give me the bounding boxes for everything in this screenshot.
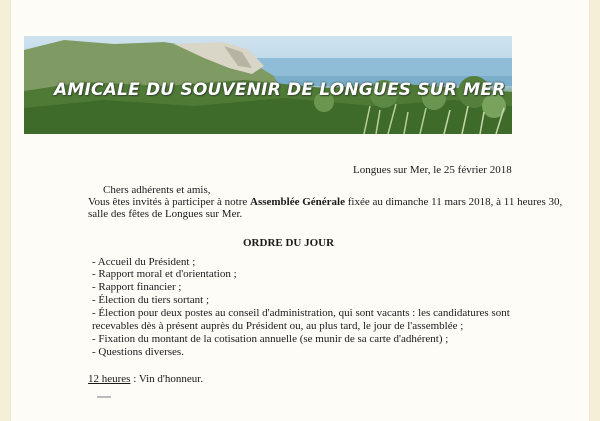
assembly-name: Assemblée Générale — [250, 196, 345, 208]
page-mark — [97, 396, 111, 398]
agenda-item: - Accueil du Président ; — [92, 256, 196, 268]
reception-time: 12 heures — [88, 373, 131, 385]
invitation-line-2: salle des fêtes de Longues sur Mer. — [88, 208, 243, 220]
agenda-item: - Rapport financier ; — [92, 281, 182, 293]
reception-line — [88, 372, 203, 386]
agenda-item: - Questions diverses. — [92, 346, 184, 358]
agenda-item: - Élection du tiers sortant ; — [92, 294, 209, 306]
agenda-item: - Élection pour deux postes au conseil d'administration, qui sont vacants : les candidatures sont — [92, 307, 510, 319]
agenda-item-continuation: recevables dès à présent auprès du Président ou, au plus tard, le jour de l'assemblée ; — [92, 320, 464, 332]
date-line: Longues sur Mer, le 25 février 2018 — [353, 164, 512, 176]
header-banner — [24, 36, 512, 134]
agenda-item: - Fixation du montant de la cotisation annuelle (se munir de sa carte d'adhérent) ; — [92, 333, 449, 345]
greeting: Chers adhérents et amis, — [103, 184, 211, 196]
agenda-title: ORDRE DU JOUR — [243, 237, 335, 249]
association-title: AMICALE DU SOUVENIR DE LONGUES SUR MER — [54, 80, 506, 100]
agenda-item: - Rapport moral et d'orientation ; — [92, 268, 237, 280]
reception-text: : Vin d'honneur. — [130, 373, 204, 385]
invitation-text-start: Vous êtes invités à participer à notre — [88, 196, 250, 208]
invitation-text-end: fixée au dimanche 11 mars 2018, à 11 heures 30, — [345, 196, 563, 208]
